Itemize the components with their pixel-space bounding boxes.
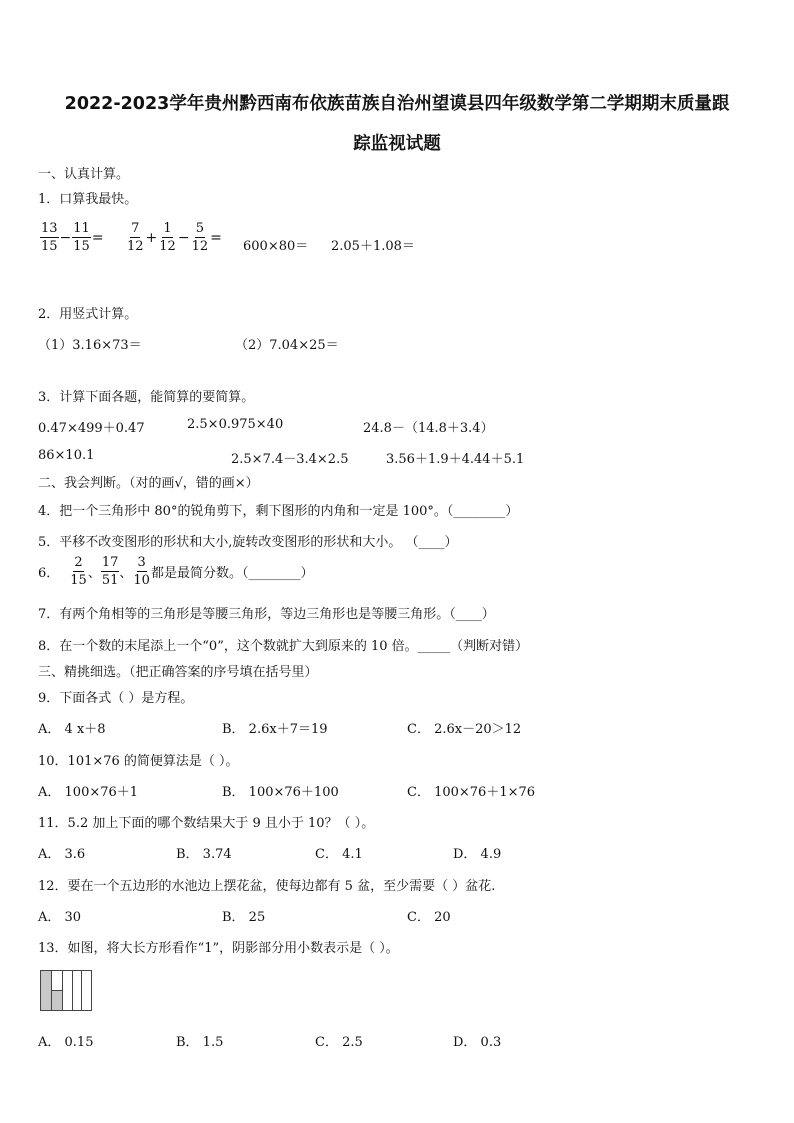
q9-option-a: A． 4 x＋8 bbox=[38, 722, 106, 737]
q3-r1c2: 2.5×0.975×40 bbox=[187, 417, 284, 432]
q13-option-b: B． 1.5 bbox=[176, 1035, 224, 1050]
section1-heading: 一、认真计算。 bbox=[38, 167, 130, 182]
q11-option-c: C． 4.1 bbox=[315, 847, 363, 862]
q4: 4．把一个三角形中 80°的锐角剪下，剩下图形的内角和一定是 100°。（________） bbox=[38, 504, 519, 519]
q10-option-b: B． 100×76＋100 bbox=[222, 785, 339, 800]
q7: 7．有两个角相等的三角形是等腰三角形，等边三角形也是等腰三角形。（____） bbox=[38, 607, 495, 622]
q6: 6． $\frac{2}{15}$ 、 $\frac{17}{51}$ 、 $\frac{3}{10}$ 都是最简分数。（________） bbox=[38, 555, 314, 588]
q1-expr1: $\frac{13}{15}$ − $\frac{11}{15}$ = bbox=[41, 221, 104, 254]
strip bbox=[73, 971, 82, 1010]
q8: 8．在一个数的末尾添上一个“0”，这个数就扩大到原来的 10 倍。_____（判断对错） bbox=[38, 639, 529, 654]
q3-label: 3．计算下面各题，能简算的要简算。 bbox=[38, 390, 255, 405]
q11-label: 11．5.2 加上下面的哪个数结果大于 9 且小于 10？（ ）。 bbox=[38, 816, 375, 831]
q11-option-b: B． 3.74 bbox=[176, 847, 232, 862]
half-shaded-strip bbox=[52, 971, 63, 1010]
shaded-strip bbox=[41, 971, 52, 1010]
q5: 5．平移不改变图形的形状和大小,旋转改变图形的形状和大小。 （____） bbox=[38, 535, 458, 550]
q13-label: 13．如图，将大长方形看作“1”，阴影部分用小数表示是（ ）。 bbox=[38, 941, 399, 956]
page-title-line2: 踪监视试题 bbox=[353, 134, 441, 154]
q12-option-b: B． 25 bbox=[222, 910, 266, 925]
q3-r2c1: 86×10.1 bbox=[38, 448, 95, 463]
q11-option-a: A． 3.6 bbox=[38, 847, 86, 862]
section3-heading: 三、精挑细选。（把正确答案的序号填在括号里） bbox=[38, 665, 318, 680]
q1-label: 1．口算我最快。 bbox=[38, 192, 138, 207]
q13-option-d: D． 0.3 bbox=[453, 1035, 502, 1050]
q3-r2c2: 2.5×7.4－3.4×2.5 bbox=[231, 452, 349, 467]
q10-label: 10．101×76 的简便算法是（ ）。 bbox=[38, 754, 239, 769]
q13-option-c: C． 2.5 bbox=[315, 1035, 363, 1050]
strip bbox=[63, 971, 73, 1010]
strip-top-half bbox=[52, 971, 62, 991]
q9-option-b: B． 2.6x＋7＝19 bbox=[222, 722, 328, 737]
strip bbox=[82, 971, 91, 1010]
q10-option-c: C． 100×76＋1×76 bbox=[407, 785, 536, 800]
q13-option-a: A． 0.15 bbox=[38, 1035, 94, 1050]
q9-option-c: C． 2.6x－20＞12 bbox=[407, 722, 522, 737]
q3-r1c1: 0.47×499＋0.47 bbox=[38, 421, 145, 436]
q12-label: 12．要在一个五边形的水池边上摆花盆，使每边都有 5 盆，至少需要（ ）盆花. bbox=[38, 879, 496, 894]
q2-part1: （1）3.16×73＝ bbox=[38, 338, 142, 353]
q9-label: 9．下面各式（ ）是方程。 bbox=[38, 691, 194, 706]
q11-option-d: D． 4.9 bbox=[453, 847, 502, 862]
q13-rectangle-figure bbox=[40, 970, 92, 1011]
q10-option-a: A． 100×76＋1 bbox=[38, 785, 139, 800]
page-title-line1: 2022-2023学年贵州黔西南布依族苗族自治州望谟县四年级数学第二学期期末质量跟 bbox=[64, 94, 730, 114]
q12-option-a: A． 30 bbox=[38, 910, 82, 925]
q12-option-c: C． 20 bbox=[407, 910, 451, 925]
q1-expr2: $\frac{7}{12}$ + $\frac{1}{12}$ − $\frac{5}{12}$ = bbox=[127, 221, 222, 254]
section2-heading: 二、我会判断。（对的画√，错的画×） bbox=[38, 476, 259, 491]
q2-part2: （2）7.04×25＝ bbox=[235, 338, 339, 353]
q1-expr4: 2.05＋1.08＝ bbox=[331, 239, 415, 254]
q3-r2c3: 3.56＋1.9＋4.44＋5.1 bbox=[386, 452, 525, 467]
strip-bottom-half-shaded bbox=[52, 991, 62, 1010]
q2-label: 2．用竖式计算。 bbox=[38, 307, 138, 322]
q1-expr3: 600×80＝ bbox=[243, 239, 309, 254]
q3-r1c3: 24.8－（14.8＋3.4） bbox=[363, 421, 494, 436]
